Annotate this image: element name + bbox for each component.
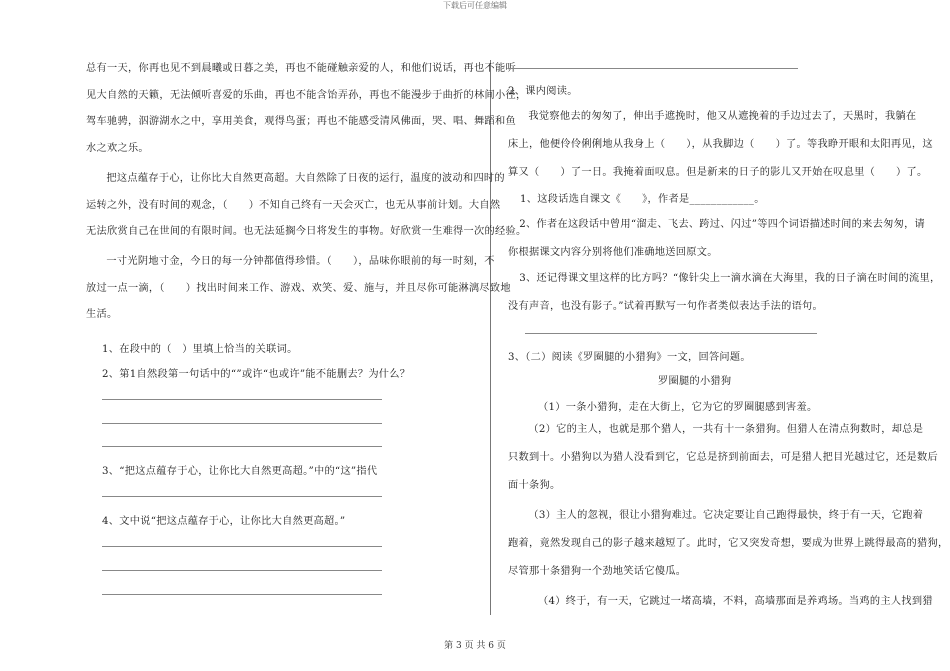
text-line: 驾车驰骋，泅游湖水之中，享用美食，观得鸟蛋；再也不能感受清风佛面，哭、唱、舞蹈和鱼: [86, 116, 516, 127]
question-2-title: 2、课内阅读。: [508, 86, 578, 97]
page-footer: 第 3 页 共 6 页: [444, 641, 506, 651]
answer-line: [102, 399, 382, 400]
sub-question-2: [508, 211, 925, 267]
text-line: 你根据课文内容分别将他们准确地送回原文。: [508, 247, 718, 258]
answer-line: [102, 546, 382, 547]
answer-line: [102, 570, 382, 571]
text-line: （2）它的主人，也就是那个猎人，一共有十一条猎狗。但猎人在清点狗数时，却总是: [528, 424, 924, 435]
text-line: 跑着，竟然发现自己的影子越来越短了。此时，它又突发奇想，要成为世界上跳得最高的猎狗，: [508, 538, 949, 549]
answer-line: [102, 496, 382, 497]
answer-line: [508, 68, 798, 69]
text-line: 只数到十。小猎狗以为猎人没看到它，它总是挤到前面去，可是猎人把目光越过它，还是数后: [508, 452, 938, 463]
text-line: 见大自然的天籁，无法倾听喜爱的乐曲，再也不能含饴弄孙，再也不能漫步于曲折的林间小径，: [86, 89, 527, 101]
passage-paragraph-3: [86, 249, 511, 329]
reading-passage: [508, 103, 933, 187]
passage-paragraph-2: [86, 166, 526, 246]
text-line: 尽管那十条猎狗一个劲地笑话它傻瓜。: [508, 566, 687, 577]
sub-question-3: [508, 265, 941, 321]
text-line: 算又（ ）了一日。我掩着面叹息。但是新来的日子的影儿又开始在叹息里（ ）了。: [508, 167, 928, 178]
text-line: 没有声音，也没有影子。”试着再默写一句作者类似表达手法的语句。: [508, 301, 824, 312]
question-3-title: 3、（二）阅读《罗圈腿的小猎狗》一文，回答问题。: [508, 352, 751, 363]
text-line: 总有一天，你再也见不到晨曦或日暮之美，再也不能碰触亲爱的人，和他们说话，再也不能听: [86, 63, 516, 74]
story-paragraph-2: [508, 416, 938, 500]
story-title: 罗圈腿的小猎狗: [658, 376, 732, 387]
question-1: 1、在段中的（ ）里填上恰当的关联词。: [102, 344, 298, 355]
text-line: 放过一点一滴，（ ）找出时间来工作、游戏、欢笑、爱、施与，并且尽你可能淋漓尽致地: [86, 282, 511, 294]
story-paragraph-1: （1）一条小猎狗，走在大街上，它为它的罗圈腿感到害羞。: [538, 402, 818, 413]
sub-question-1: 1、这段话选自课文《 》，作者是____________。: [520, 194, 765, 205]
story-paragraph-4: （4）终于，有一天，它跳过一堵高墙，不料，高墙那面是养鸡场。当鸡的主人找到猎: [538, 596, 933, 607]
text-line: 水之欢之乐。: [86, 142, 149, 154]
answer-line: [525, 333, 817, 334]
text-line: 运转之外，没有时间的观念，（ ）不知自己终有一天会灭亡，也无从事前计划。大自然: [86, 199, 501, 211]
answer-line: [102, 594, 382, 595]
passage-paragraph-1: [86, 56, 526, 162]
text-line: 我觉察他去的匆匆了，伸出手遮挽时，他又从遮挽着的手边过去了，天黑时，我躺在: [528, 111, 917, 122]
question-4: 4、文中说“把这点蕴存于心，让你比大自然更高超。”: [102, 516, 346, 527]
text-line: 3、还记得课文里这样的比方吗？“像针尖上一滴水滴在大海里，我的日子滴在时间的流里，: [519, 273, 941, 284]
text-line: 一寸光阴地寸金，今日的每一分钟都值得珍惜。（ ），品味你眼前的每一时刻，不: [106, 256, 495, 267]
text-line: 无法欣赏自己在世间的有限时间。也无法延搁今日将发生的事物。好欣赏一生难得一次的经验。: [86, 226, 527, 237]
answer-line: [102, 423, 382, 424]
page-header: 下载后可任意编辑: [443, 1, 507, 10]
text-line: 床上，他便伶伶俐俐地从我身上（ ），从我脚边（ ）了。等我睁开眼和太阳再见，这: [508, 139, 933, 150]
answer-line: [102, 446, 382, 447]
text-line: 把这点蕴存于心，让你比大自然更高超。大自然除了日夜的运行，温度的波动和四时的: [106, 173, 505, 184]
text-line: 生活。: [86, 309, 118, 320]
text-line: 2、作者在这段话中曾用“溜走、飞去、跨过、闪过”等四个词语描述时间的来去匆匆，请: [519, 219, 926, 230]
text-line: 面十条狗。: [508, 480, 561, 491]
story-paragraph-3: [508, 502, 948, 586]
question-3: 3、“把这点蕴存于心，让你比大自然更高超。”中的“这”指代: [102, 466, 378, 477]
text-line: （3）主人的忽视，很让小猎狗难过。它决定要让自己跑得最快，终于有一天，它跑着: [528, 510, 924, 521]
question-2: 2、第1自然段第一句话中的“”或许“也或许”能不能删去？为什么？: [102, 369, 411, 380]
